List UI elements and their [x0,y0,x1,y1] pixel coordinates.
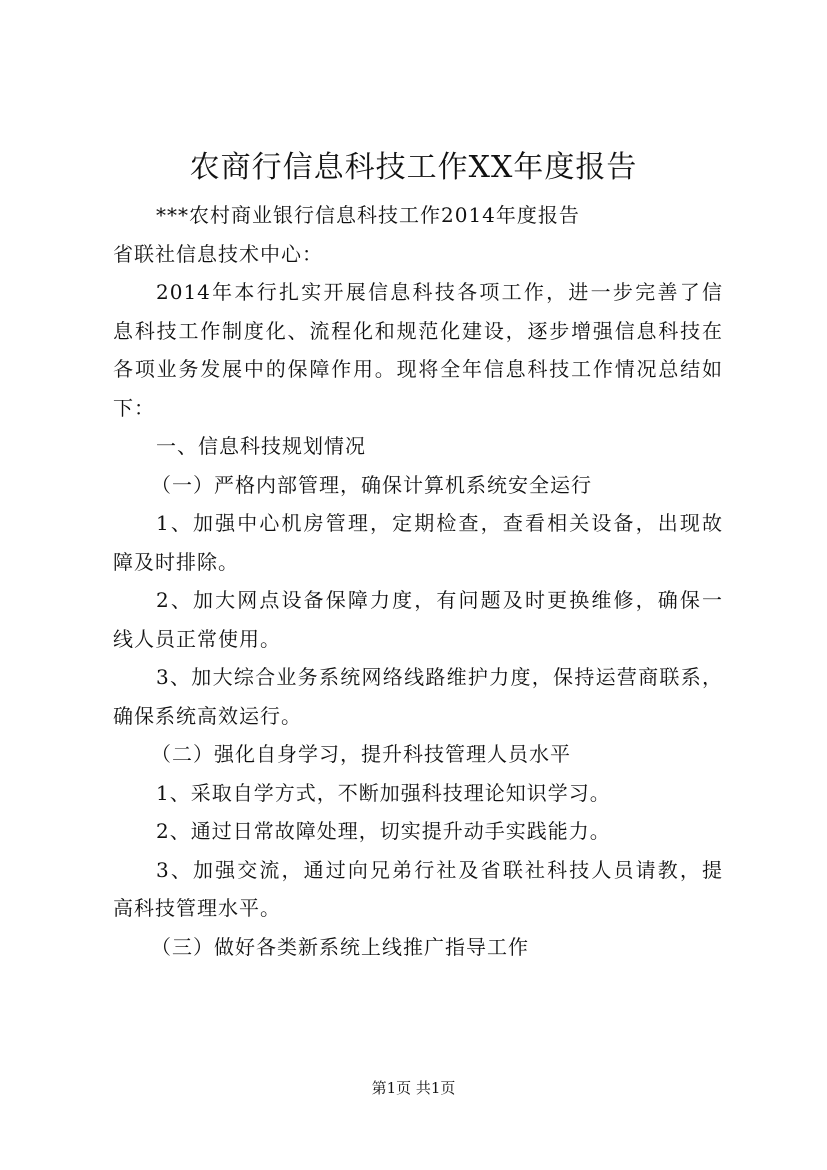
paragraph-line: 1、加强中心机房管理，定期检查，查看相关设备，出现故 [156,511,723,535]
paragraph-line: 确保系统高效运行。 [113,703,302,728]
paragraph-line: 高科技管理水平。 [113,896,281,920]
paragraph-line: 各项业务发展中的保障作用。现将全年信息科技工作情况总结如 [113,357,723,381]
paragraph-line: 息科技工作制度化、流程化和规范化建设，逐步增强信息科技在 [113,318,723,343]
salutation: 省联社信息技术中心： [113,241,323,266]
paragraph-line: 2、通过日常故障处理，切实提升动手实践能力。 [156,819,611,843]
document-title: 农商行信息科技工作XX年度报告 [189,150,638,185]
section-heading: 一、信息科技规划情况 [156,434,366,458]
page-footer: 第1页 共1页 [371,1079,456,1097]
subsection-heading: （二）强化自身学习，提升科技管理人员水平 [151,742,571,766]
subsection-heading: （一）严格内部管理，确保计算机系统安全运行 [151,472,592,497]
paragraph-line: 2、加大网点设备保障力度，有问题及时更换维修，确保一 [156,588,723,612]
report-subtitle: ***农村商业银行信息科技工作2014年度报告 [156,203,580,227]
paragraph-line: 1、采取自学方式，不断加强科技理论知识学习。 [156,780,611,805]
paragraph-line: 障及时排除。 [113,549,239,574]
paragraph-line: 线人员正常使用。 [113,626,281,651]
document-body [113,196,723,966]
paragraph-line: 2014年本行扎实开展信息科技各项工作，进一步完善了信 [156,280,723,304]
subsection-heading: （三）做好各类新系统上线推广指导工作 [151,934,529,959]
paragraph-line: 3、加强交流，通过向兄弟行社及省联社科技人员请教，提 [156,857,723,882]
paragraph-line: 下： [113,395,155,420]
paragraph-line: 3、加大综合业务系统网络线路维护力度，保持运营商联系， [156,665,723,689]
